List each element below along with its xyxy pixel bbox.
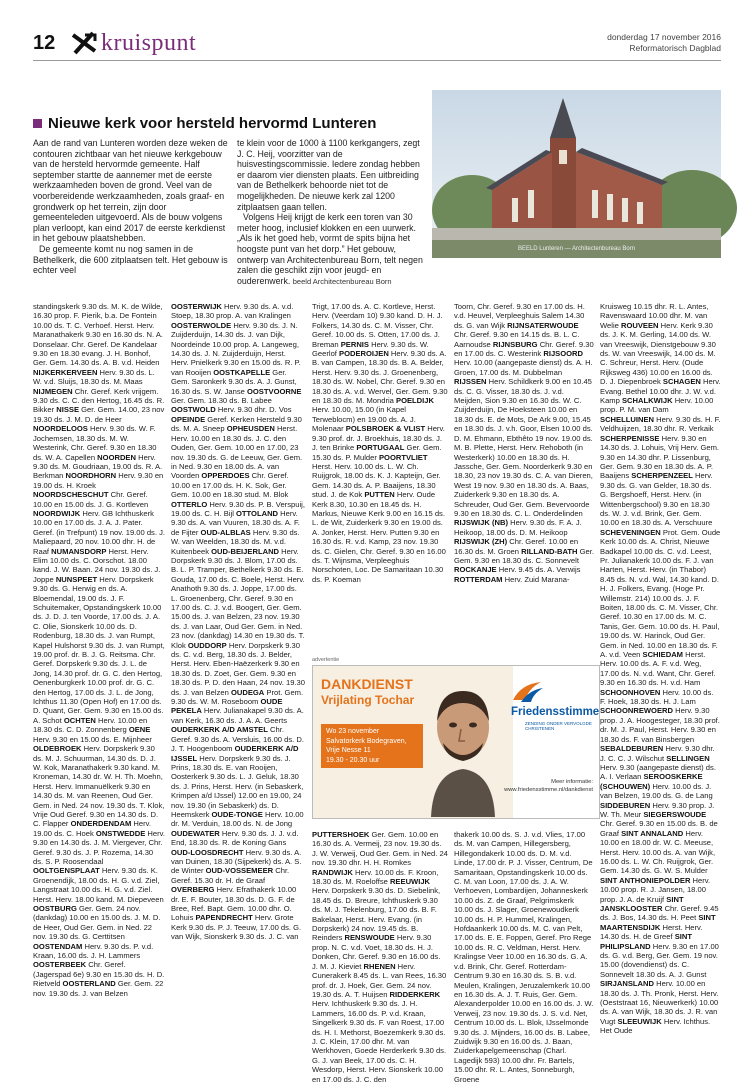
place-name: NIJKERKERVEEN	[33, 367, 98, 377]
place-name: RILLAND-BATH	[521, 546, 578, 556]
cross-logo-icon	[71, 31, 97, 55]
place-name: PODEROIJEN	[339, 349, 389, 359]
headline-square-icon	[33, 119, 42, 128]
place-name: OOSTERWIJK	[171, 302, 222, 311]
article-column-2	[237, 138, 425, 287]
ad-title: DANKDIENST	[321, 676, 413, 692]
listing-column-5: Kruisweg 10.15 dhr. R. L. Antes, Ravenswaard 10.00 dhr. M. van Welie ROUVEEN Herv. Kerk 9.30 ds. J. K. M. Gerling, 14.00 ds. W. van Vreeswijk, Dienstgebouw 9.30 ds. W. van Vreeswijk, 14.00 ds. M. C. Schreur, Herst. Herv. (Oude Rijksweg 436) 10.00 en 16.00 ds. D. J. Diepenbroek SCHAGEN Herv. Evang. Bethel 10.00 dhr. J. W. v.d. Kamp SCHALKWIJK Herv. 10.00 prop. P. M. van Dam SCHELLUINEN Herv. 9.30 ds. H. F. Veldhuijzen, 18.30 dhr. R. Verkaik SCHERPENISSE Herv. 9.30 en 14.30 ds. J. Lohuis, Vrij Herv. Gem. 9.30 en 14.30 dhr. P. Lissenburg, Ger. Gem. 9.30 en 18.30 ds. A. P. Baaijens SCHERPENZEEL Herv. 9.30 ds. G. van Gelder, 18.30 ds. G. Bergshoeff, Herst. Herv. (in Wittenbergschool) 9.30 en 18.30 ds. W. J. v.d. Brink, Ger. Gem. 10.00 en 18.30 ds. A. Verschuure SCHEVENINGEN Prot. Gem. Oude Kerk 10.00 ds. A. Christ, Nieuwe Badkapel 10.00 ds. C. v.d. Leest, Pr. Julianakerk 10.00 ds. F. J. van Harten, Herst. Herv. (in Thabor) 8.45 ds. N. v.d. Wal, 14.30 kand. D. H. J. Folkers, Evang. (Hoge Pr. Willemstr. 214) 10.00 ds. J. F. Boiten, 18.00 ds. C. M. Visser, Chr. Geref. 10.30 en 17.00 ds. M. C. Tanis, Ger. Gem. 10.00 ds. H. Paul, 19.00 ds. W. Harinck, Oud Ger. Gem. in Ned. 10.00 en 18.30 ds. F. A. v.d. Veen SCHIEDAM Herst. Herv. 10.00 ds. A. F. v.d. Weg, 17.00 ds. N. v.d. Want, Chr. Geref. 9.30 en 16.30 ds. H. v.d. Ham SCHOONHOVEN Herv. 10.00 ds. F. Hoek, 18.30 ds. H. J. Lam SCHOONREWOERD Herv. 9.30 prop. J. A. Hoogesteger, 18.30 prof. dr. M. J. Paul, Herst. Herv. 9.30 en 18.30 ds. F. van Binsbergen SEBALDEBUREN Herv. 9.30 dhr. J. C. C. J. Wilschut SELLINGEN Herv. 9.30 (aangepaste dienst) ds. A. I. Verlaan SEROOSKERKE (SCHOUWEN) Herv. 10.00 ds. J. van Belzen, 19.00 ds. G. de Lang SIDDEBUREN Herv. 9.30 prop. J. W. Th. Meur SIEGERSWOUDE Chr. Geref. 9.30 en 15.00 ds. B. de Graaf SINT ANNALAND Herv. 10.00 en 18.00 dr. W. C. Meeuse, Herst. Herv. 10.00 ds. A. van Wijk, 16.00 ds. L. W. Ch. Ruijgrok, Ger. Gem. 14.30 ds. G. W. S. Mulder SINT ANTHONIEPOLDER Herv. 10.00 prop. R. J. Jansen, 18.00 prop. J. A. de Kruijf SINT JANSKLOOSTER Chr. Geref. 9.45 ds. J. Bos, 14.30 ds. H. Peet SINT MAARTENSDIJK Herst. Herv. 14.30 ds. H. de Greef SINT PHILIPSLAND Herv. 9.30 en 17.00 ds. G. v.d. Berg, Ger. Gem. 19 nov. 15.00 (dovendienst) ds. C. Sonnevelt 18.30 ds. A. J. Gunst SIRJANSLAND Herv. 10.00 en 18.30 ds. J. Th. Pronk, Herst. Herv. (Oeststraat 16, Nieuwerkerk) 10.00 ds. A. van Wijk, 18.30 ds. J. R. van Vugt SLEEUWIJK Herv. Ichthus. Het Oude	[600, 302, 721, 1036]
article-column-1	[33, 138, 229, 276]
advertisement[interactable]	[312, 665, 600, 819]
place-name: SCHOONREWOERD	[600, 706, 673, 716]
place-name: OUD-BEIJERLAND	[211, 546, 280, 556]
place-name: PUTTERSHOEK	[312, 830, 370, 839]
place-name: SCHEVENINGEN	[600, 527, 661, 537]
place-name: RIDDERKERK	[389, 989, 441, 999]
listing-column-3b: PUTTERSHOEK Ger. Gem. 10.00 en 16.30 ds. A. Vermeij, 23 nov. 19.30 ds. J. W. Verweij, Oud Ger. Gem. in Ned. 24 nov. 19.30 dhr. H. H. Romkes RANDWIJK Herv. 10.00 ds. F. Kroon, 18.30 ds. M. Roeloffse REEUWIJK Herv. Dorpskerk 9.30 ds. D. Siebelink, 18.45 ds. D. Breure, Ichthuskerk 9.30 ds. M. J. Tekelenburg, 17.00 ds. B. F. Bakelaar, Herst. Herv. Evang. (in Dorpskerk) 24 nov. 19.45 ds. B. Reinders RENSWOUDE Herv. 9.30 prop. N. C. v.d. Voet, 18.30 ds. H. J. Donken, Chr. Geref. 9.30 en 16.00 ds. J. M. J. Kieviet RHENEN Herv. Cunerakerk 8.45 ds. L. van Rees, 16.30 prof. dr. J. Hoek, Ger. Gem. 24 nov. 19.30 ds. A. T. Huijsen RIDDERKERK Herv. Ichthuskerk 9.30 ds. J. H. Lammers, 16.00 ds. P. v.d. Kraan, Singelkerk 9.30 ds. F. van Roest, 17.00 ds. H. I. Methorst, Boezemkerk 9.30 ds. J. C. Klein, 17.00 dhr. M. van Werkhoven, Goede Herderkerk 9.30 ds. G. J. van Beek, 17.00 ds. C. H. Wesdorp, Herst. Herv. Sionskerk 10.00 en 17.00 ds. J. C. den	[312, 830, 448, 1084]
listing-column-1: standingskerk 9.30 ds. M. K. de Wilde, 16.30 prop. F. Pierik, b.a. De Fontein 10.00 ds. T. C. Verhoef. Herst. Herv. Maranathakerk 9.30 en 16.30 ds. N. A. Donselaar. Chr. Geref. De Kandelaar 9.30 en 18.30 evang. J. H. Bonhof, Ger. Gem. 14.30 ds. A. B. v.d. Heiden NIJKERKERVEEN Herv. 9.30 ds. L. W. v.d. Sluijs, 18.30 ds. M. Maas NIJMEGEN Chr. Geref. Kerk vrijgem. 9.30 ds. C. C. den Hertog, 16.45 ds. R. Bikker NISSE Ger. Gem. 14.00, 23 nov 19.30 ds. J. M. D. de Heer NOORDELOOS Herv. 9.30 ds. W. F. Jochemsen, 18.30 ds. M. W. Westerink, Chr. Geref. 9.30 en 18.30 ds. W. A. Capellen NOORDEN Herv. 9.30 ds. M. Goudriaan, 19.00 ds. R. A. Berkman NOORDHORN Herv. 9.30 en 19.00 ds. H. Kroek NOORDSCHESCHUT Chr. Geref. 10.00 en 15.00 ds. J. G. Kortleven NOORDWIJK Herv. GB Ichthuskerk 10.00 en 17.00 ds. J. A. J. Pater. Geref. (in Trefpunt) 19 nov. 19.00 ds. J. Maliepaard, 20 nov. 10.00 dhr. H. de Raaf NUMANSDORP Herst. Herv. Elim 10.00 ds. C. Oorschot. 18.00 kand. J. W. Baan. 24 nov. 19.30 ds. J. Joppe NUNSPEET Herv. Dorpskerk 9.30 ds. G. Herwig en ds. A. Bloemendal, 19.00 ds. J. F. Schuitemaker, Opstandingskerk 10.00 ds. J. D. J. ten Voorde, 17.00 ds. J. A. C. Olie, Sionskerk 10.00 ds. D. Rodenburg, 18.30 ds. J. van Rumpt, Kapel Hulshorst 9.30 ds. J. van Rumpt, 19.00 prof. dr. B. J. G. Reitsma. Chr. Geref. Dorpskerk 9.30 ds. J. L. de Jong, 14.30 prof. dr. G. C. den Hertog, Oenenburgkerk 10.00 prof. dr. G. C. den Hertog, 17.00 ds. J. L. de Jong, Ichthus 11.30 (Open Hof) en 17.00 ds. D. Quant, Ger. Gem. 9.30 en 15.00 ds. A. Schot OCHTEN Herv. 10.00 en 18.30 ds. C. D. Zonnenberg OENE Herv. 9.30 en 15.00 ds. E. Mijnheer OLDEBROEK Herv. Dorpskerk 9.30 ds. M. J. Schuurman, 14.30 ds. D. J. W. Kok, Maranathakerk 9.30 kand. M. Kroneman, 14.30 dr. W. H. Th. Moehn, Herst. Herv. Immanuëlkerk 9.30 en 14.30 ds. M. van Reenen, Oud Ger. Gem. in Ned. 24 nov. 19.30 ds. T. Klok, Vrije Oud Geref. 9.30 en 14.30 ds. D. C. Flapper ONDERDENDAM Herv. 19.00 ds. C. Hoek ONSTWEDDE Herv. 9.30 en 14.30 ds. J. M. Viergever, Chr. Geref. 9.30 ds. J. P. Rozema, 14.30 ds. S. P. Roosendaal OOLTGENSPLAAT Herv. 9.30 ds. K. Groenendijk, 18.00 ds. H. G. v.d. Ziel, Langstraat 10.00 ds. H. G. v.d. Ziel. Herst. Herv. 18.00 kand. M. Diepeveen OOSTBURG Ger. Gem. 24 nov. (dankdag) 10.00 en 15.00 ds. J. M. D. de Heer, Oud Ger. Gem. in Ned. 22 nov. 19.30 ds. G. Certtitsen OOSTENDAM Herv. 9.30 ds. P. v.d. Kraan, 16.00 ds. J. H. Lammers OOSTERBEEK Chr. Geref. (Jagerspad 6e) 9.30 en 15.30 ds. H. D. Rietveld OOSTERLAND Ger. Gem. 22 nov. 19.30 ds. J. van Belzen	[33, 302, 165, 998]
place-name: SCHIEDAM	[642, 650, 684, 660]
place-name: OPPERDOES	[201, 471, 250, 481]
header-publication: Reformatorisch Dagblad	[629, 43, 721, 53]
place-name: OPHEUSDEN	[226, 424, 275, 434]
place-name: PORTUGAAL	[356, 443, 405, 453]
place-name: RHENEN	[363, 961, 396, 971]
place-name: RANDWIJK	[312, 867, 353, 877]
place-name: ROTTERDAM	[454, 574, 503, 584]
place-name: REEUWIJK	[389, 877, 431, 887]
listing-column-4: Toorn, Chr. Geref. 9.30 en 17.00 ds. H. v.d. Heuvel, Verpleeghuis Salem 14.30 ds. G. van Wijk RIJNSATERWOUDE Chr. Geref. 9.30 en 14.15 ds. B. L. C. Aarnoudse RIJNSBURG Chr. Geref. 9.30 en 17.00 ds. C. Westerink RIJSOORD Herv. 10.00 (aangepaste dienst) ds. A. H. Groen, 17.00 ds. M. Dubbelman RIJSSEN Herv. Schildkerk 9.00 en 10.45 ds. C. G. Visser, 18.30 ds. J. v.d. Meijden, Sion 9.30 en 16.30 ds. W. C. Zuijderduijn, De Hoeksteen 10.00 en 18.30 ds. E. de Mots, De Ark 9.00, 15.45 en 18.30 ds. J. v.h. Goor, Elsen 10.00 ds. D. M. Ehmann, Ebthêto 19 nov. 19.00 ds. M. B. Plette, Herst. Herv. Rehoboth (in Westerkerk) 10.00 en 18.30 ds. H. Jassche, Ger. Gem. Noorderkerk 9.30 en 18.30, 23 nov 19.30 ds. C. A. van Dieren, West 19 nov. 9.30 en 18.30 ds. A. Baas, Zuiderkerk 9.30 en 18.30 ds. A. Schreuder, Oud Ger. Gem. Bevervoorde 9.30 en 18.30 ds. C. L. Onderdelinden RIJSWIJK (NB) Herv. 9.30 ds. F. A. J. Heikoop, 18.00 ds. D. M. Heikoop RIJSWIJK (ZH) Chr. Geref. 10.00 en 16.30 ds. M. Groen RILLAND-BATH Ger. Gem. 9.30 en 18.30 ds. C. Sonnevelt ROCKANJE Herv. 9.45 ds. A. Verwijs ROTTERDAM Herv. Zuid Marana-	[454, 302, 594, 584]
place-name: PUTTEN	[364, 490, 395, 500]
place-name: POELDIJK	[396, 396, 434, 406]
place-name: SIRJANSLAND	[600, 979, 655, 989]
section-title: kruispunt	[101, 30, 197, 56]
place-name: OOLTGENSPLAAT	[33, 866, 100, 876]
ad-details: Wo 23 november Salvatorkerk Bodegraven, Vrije Nesse 11 19.30 - 20.30 uur	[321, 724, 423, 768]
place-name: OOSTBURG	[33, 904, 77, 913]
place-name: POLSBROEK & VLIST	[345, 424, 426, 434]
place-name: NIJMEGEN	[33, 386, 73, 396]
place-name: OUDE-TONGE	[211, 809, 263, 819]
place-name: OUDEGA	[230, 687, 265, 697]
place-name: OUDDORP	[187, 640, 227, 650]
place-name: NOORDELOOS	[33, 424, 88, 434]
place-name: SELLINGEN	[666, 753, 710, 763]
place-name: POORTVLIET	[378, 452, 428, 462]
place-name: SIDDEBUREN	[600, 800, 651, 810]
place-name: SINT PHILIPSLAND	[600, 932, 693, 951]
place-name: ROUVEEN	[620, 320, 659, 330]
place-name: RIJNSATERWOUDE	[507, 320, 579, 330]
place-name: NUMANSDORP	[51, 546, 107, 556]
article-headline	[33, 115, 376, 132]
place-name: SINT MAARTENSDIJK	[600, 913, 716, 932]
header-date: donderdag 17 november 2016	[607, 32, 721, 42]
page-number: 12	[33, 32, 56, 54]
place-name: NISSE	[56, 405, 80, 415]
article-paragraph: te klein voor de 1000 à 1100 kerkgangers, zegt J. C. Heij, voorzitter van de huisvestingscommissie. Iedere zondag hebben er daarom vier diensten plaats. Een uitbreiding van de Bethelkerk behoorde niet tot de mogelijkheden. De nieuwe kerk zal 1200 zitplaatsen gaan tellen.	[237, 138, 420, 212]
listing-column-4b: thakerk 10.00 ds. S. J. v.d. Vlies, 17.00 ds. M. van Campen, Hillegersberg, Hillegondakerk 10.00 ds. D. M. v.d. Linde, 17.00 dr. P. J. Visser, Centrum, De Samaritaan, Opstandingskerk 10.00 ds. C. M. van Loon, 17.00 ds. J. A. W. Verhoeven, Lombardijen, Johanneskerk 10.00 ds. Z. de Graaf, Pelgrimskerk 10.00 ds. J. Slager, Groenewoudkerk 10.00 ds. H. P. Hummel, Kralingen, Hofdaankerk 10.00 ds. M. C. van Pelt, 17.00 ds. E. E. Foppen, Geref. Pro Rege 10.00 ds. R. C. Veldman, Herst. Herv. Kralingse Veer 10.00 en 16.30 ds. G. A. v.d. Brink, Chr. Geref. Rotterdam-Centrum 9.30 en 16.30 ds. S. B. v.d. Meulen, Kralingen, Jeruzalemkerk 10.00 en 16.30 ds. A. J. T. Ruis, Ger. Gem. Alexanderpolder 10.00 en 16.00 ds. J. W. Verweij, 23 nov. 19.30 ds. J. S. v.d. Net, Centrum 10.00 ds. L. Blok, IJsselmonde 9.30 ds. J. Mijnders, 16.00 ds. B. Labee, Zuidwijk 9.30 en 16.00 ds. J. Baan, Zuiderkapelgemeenschap (Charl. Lagedijk 593) 10.00 dhr. Fr. Bartels, 15.00 dhr. R. L. Antes, Sonneburgh, Groene	[454, 830, 594, 1084]
place-name: OOSTERWOLDE	[171, 320, 232, 330]
place-name: NOORDSCHESCHUT	[33, 490, 109, 500]
place-name: ONDERDENDAM	[70, 819, 132, 829]
place-name: RIJSSEN	[454, 377, 487, 387]
place-name: OUD-ALBLAS	[200, 527, 251, 537]
place-name: NUNSPEET	[55, 574, 98, 584]
listing-column-3: Trigt, 17.00 ds. A. C. Kortleve, Herst. Herv. (Veerdam 10) 9.30 kand. D. H. J. Folkers, 14.30 ds. C. M. Visser, Chr. Geref. 10.00 ds. S. Otten, 17.00 ds. J. Breman PERNIS Herv. 9.30 ds. W. Geerlof PODEROIJEN Herv. 9.30 ds. A. B. van Campen, 18.30 ds. B. A. Belder, Herst. Herv. 9.30 ds. J. Groenenberg, 18.30 ds. W. Nobel, Chr. Geref. 9.30 en 18.30 ds. A. v.d. Wervel, Ger. Gem. 9.30 en 18.30 ds. M. Mondria POELDIJK Herv. 10.00, 15.00 (in Kapel Terweblocm) en 19.00 ds. A. J. Molenaar POLSBROEK & VLIST Herv. 9.30 prof. dr. J. Broekhuis, 18.30 ds. J. J. ten Brinke PORTUGAAL Ger. Gem. 15.30 ds. P. Mulder POORTVLIET Herst. Herv. 10.00 ds. L. W. Ch. Ruijgrok, 18.00 ds. K. J. Kapteijn, Ger. Gem. 14.30 ds. A. P. Baaijens, 18.30 stud. J. de Kok PUTTEN Herv. Oude Kerk 8.30, 10.30 en 18.45 ds. H. Markus, Nieuwe Kerk 9.00 en 16.15 ds. L. de Wit, Zuiderkerk 9.30 en 19.00 ds. A. Jonker, Herst. Herv. Putten 9.30 en 16.30 ds. R. v.d. Kamp, 23 nov. 19.30 ds. C. Gielen, Chr. Geref. 9.30 en 16.00 ds. T. Wijnsma, Verpleeghuis Norschoten, Loc. De Samaritaan 10.30 ds. P. Koeman	[312, 302, 448, 584]
place-name: PERNIS	[340, 339, 369, 349]
article-paragraph	[237, 212, 425, 287]
header-rule	[33, 60, 721, 61]
place-name: SIEGERSWOUDE	[643, 809, 707, 819]
place-name: SCHELLUINEN	[600, 414, 655, 424]
ad-brand-sub: ZENDING ONDER VERVOLGDE CHRISTENEN	[525, 721, 592, 731]
portrait-illustration	[423, 681, 503, 817]
church-rendering-image	[432, 90, 721, 258]
place-name: NOORDHORN	[65, 471, 117, 481]
place-name: RIJNSBURG	[492, 339, 538, 349]
header-meta	[607, 32, 721, 54]
place-name: SCHALKWIJK	[621, 396, 673, 406]
place-name: ROCKANJE	[454, 565, 497, 575]
friedensstimme-logo-icon	[511, 680, 545, 704]
place-name: OOSTENDAM	[33, 941, 83, 951]
place-name: RIJSWIJK (NB)	[454, 518, 509, 528]
place-name: OUDE PEKELA	[171, 697, 283, 716]
place-name: OCHTEN	[63, 715, 96, 725]
place-name: OVERBERG	[171, 885, 215, 895]
place-name: RIJSOORD	[543, 349, 584, 359]
place-name: OOSTERLAND	[62, 979, 116, 989]
ad-subtitle: Vrijlating Tochar	[321, 693, 415, 707]
place-name: PAPENDRECHT	[195, 913, 253, 923]
listing-column-2: OOSTERWIJK Herv. 9.30 ds. A. v.d. Stoep, 18.30 prop. A. van Kralingen OOSTERWOLDE Herv. 9.30 ds. J. N. Zuijderduijn, 14.30 ds. J. van Dijk, Noordeinde 10.00 prop. A. Langeweg, 14.30 ds. J. N. Zuijderduijn, Herst. Herv. Pnielkerk 9.30 en 15.00 ds. R. P. van Rooijen OOSTKAPELLE Ger. Gem. Saronkerk 9.30 ds. A. J. Gunst, 16.30 ds. S. W. Janse OOSTVOORNE Ger. Gem. 18.30 ds. B. Labee OOSTWOLD Herv. 9.30 dhr. D. Vos OPEINDE Geref. Kerken Hersteld 9.30 ds. M. A. Sneep OPHEUSDEN Herst. Herv. 10.00 en 18.30 ds. J. C. den Ouden, Ger. Gem. 10.00 en 17.00, 23 nov. 19.30 ds. G. de Leeuw, Ger. Gem. in Ned. 9.30 en 18.00 ds. A. van Voorden OPPERDOES Chr. Geref. 10.00 en 17.00 ds. H. K. Sok, Ger. Gem. 10.00 en 18.30 stud. M. Blok OTTERLO Herv. 9.30 ds. P. B. Verspuij, 19.00 ds. C. H. Bijl OTTOLAND Herv. 9.30 ds. A. van Vuuren, 18.30 ds. A. F. de Fijter OUD-ALBLAS Herv. 9.30 ds. W. van Weelden, 18.30 ds. M. v.d. Kuitenbeek OUD-BEIJERLAND Herv. Dorpskerk 9.30 ds. J. Blom, 17.00 ds. B. L. P. Tramper, Bethelkerk 9.30 ds. E. Gouda, 17.00 ds. C. Boele, Herst. Herv. Anathoth 9.30 ds. J. Joppe, 17.00 ds. L. Groenenberg, Chr. Geref. 9.30 en 17.00 ds. C. J. v.d. Boogert, Ger. Gem. 15.00 ds. J. van Belzen, 23 nov. 19.30 ds. J. van Laar, Oud Ger. Gem. in Ned. 23 nov. (dankdag) 14.30 en 19.30 ds. T. Klok OUDDORP Herv. Dorpskerk 9.30 ds. C. v.d. Berg, 18.30 ds. J. Belder, Herst. Herv. Eben-Haëzerkerk 9.30 en 18.30 ds. D. Zoet, Ger. Gem. 9.30 en 18.30 ds. P. D. den Haan, 24 nov. 19.30 ds. J. van Belzen OUDEGA Prot. Gem. 9.30 ds. W. M. Roseboom OUDE PEKELA Herv. Julianakapel 9.30 ds. A. van Kerk, 16.30 ds. J. A. A. Geerts OUDERKERK A/D AMSTEL Chr. Geref. 9.30 ds. A. Versluis, 16.00 ds. D. J. T. Hoogenboom OUDERKERK A/D IJSSEL Herv. Dorpskerk 9.30 ds. J. Prins, 18.30 ds. E. van Rooijen, Oosterkerk 9.30 ds. L. J. Geluk, 18.30 ds. J. Prins, Herst. Herv. (in Sebaskerk, Krimpen a/d IJssel) 12.00 en 19.00, 24 nov. 19.30 (in Sebaskerk) ds. D. Heemskerk OUDE-TONGE Herv. 10.00 dr. M. Verduin, 18.00 ds. N. de Jong OUDEWATER Herv. 9.30 ds. J. J. v.d. End, 18.30 ds. R. de Koning Gans OUD-LOOSDRECHT Herv. 9.30 ds. A. van Duinen, 18.30 (Sijpekerk) ds. A. S. de Winter OUD-VOSSEMEER Chr. Geref. 15.30 dr. H. de Graaf OVERBERG Herv. Efrathakerk 10.00 dr. E. F. Bouter, 18.30 ds. D. G. F. de Bree, Ref. Bapt. Gem. 10.00 dhr. O. Lohuis PAPENDRECHT Herv. Grote Kerk 9.30 ds. P. J. Teeuw, 17.00 ds. G. van Wijk, Sionskerk 9.30 ds. J. C. van	[171, 302, 305, 942]
church-illustration	[432, 90, 721, 258]
place-name: SINT ANNALAND	[621, 828, 684, 838]
headline-text: Nieuwe kerk voor hersteld hervormd Lunteren	[48, 115, 377, 132]
place-name: SINT ANTHONIEPOLDER	[600, 875, 691, 885]
article-paragraph: Aan de rand van Lunteren worden deze weken de contouren zichtbaar van het nieuwe kerkgebouw van de hersteld hervormde gemeente. Half september startte de aannemer met de eerste werkzaamheden boven de grond. Veel van de voorbereidende werkzaamheden, zoals graaf- en grondwerk op het terrein, zijn door gemeenteleden uitgevoerd. Als de bouw volgens plan verloopt, kan eind 2017 de eerste kerkdienst in het gebouw plaatshebben.	[33, 138, 228, 244]
place-name: OTTOLAND	[236, 508, 279, 518]
place-name: RIJSWIJK (ZH)	[454, 537, 508, 547]
place-name: OUDERKERK A/D AMSTEL	[171, 725, 268, 735]
place-name: NOORDWIJK	[33, 508, 81, 518]
article-paragraph: De gemeente komt nu nog samen in de Bethelkerk, die 600 zitplaatsen telt. Het gebouw is echter veel	[33, 243, 228, 276]
place-name: OTTERLO	[171, 499, 208, 509]
ad-info: Meer informatie: www.friedensstimme.nl/dankdienst	[504, 779, 593, 793]
place-name: RENSWOUDE	[344, 933, 395, 943]
ad-label: advertentie	[312, 657, 340, 663]
article-text: Volgens Heij krijgt de kerk een toren van 30 meter hoog, inclusief klokken en een uurwerk. „Als ik het goed heb, vormt de spits bijna het hoogste punt van het dorp.” Het gebouw, ontwerp van Architectenbureau Born, telt negen zalen die geschikt zijn voor jeugd- en ouderenwerk.	[237, 212, 423, 286]
place-name: OLDEBROEK	[33, 744, 82, 754]
place-name: SEROOSKERKE (SCHOUWEN)	[600, 772, 703, 791]
place-name: OOSTKAPELLE	[213, 367, 271, 377]
place-name: SLEEUWIJK	[617, 1016, 662, 1026]
place-name: ONSTWEDDE	[95, 828, 146, 838]
place-name: OENE	[128, 725, 151, 735]
place-name: SEBALDEBUREN	[600, 744, 664, 754]
place-name: OUDERKERK A/D IJSSEL	[171, 744, 299, 763]
place-name: OOSTWOLD	[171, 405, 216, 415]
ad-brand: Friedensstimme	[511, 706, 600, 718]
page-header	[33, 30, 721, 58]
place-name: SCHERPENZEEL	[631, 471, 693, 481]
place-name: OUDEWATER	[171, 828, 220, 838]
photo-credit: beeld Architectenbureau Born	[292, 276, 392, 286]
place-name: OUD-LOOSDRECHT	[171, 847, 244, 857]
place-name: SCHAGEN	[662, 377, 701, 387]
place-name: NOORDEN	[97, 452, 136, 462]
place-name: SCHERPENISSE	[600, 433, 660, 443]
place-name: SCHOONHOVEN	[600, 687, 661, 697]
place-name: OUD-VOSSEMEER	[205, 866, 274, 876]
place-name: SINT JANSKLOOSTER	[600, 894, 684, 913]
place-name: OPEINDE	[171, 414, 206, 424]
photo-caption: BEELD Lunteren — Architectenbureau Born	[517, 246, 636, 252]
place-name: OOSTERBEEK	[33, 960, 87, 970]
place-name: OOSTVOORNE	[246, 386, 302, 396]
